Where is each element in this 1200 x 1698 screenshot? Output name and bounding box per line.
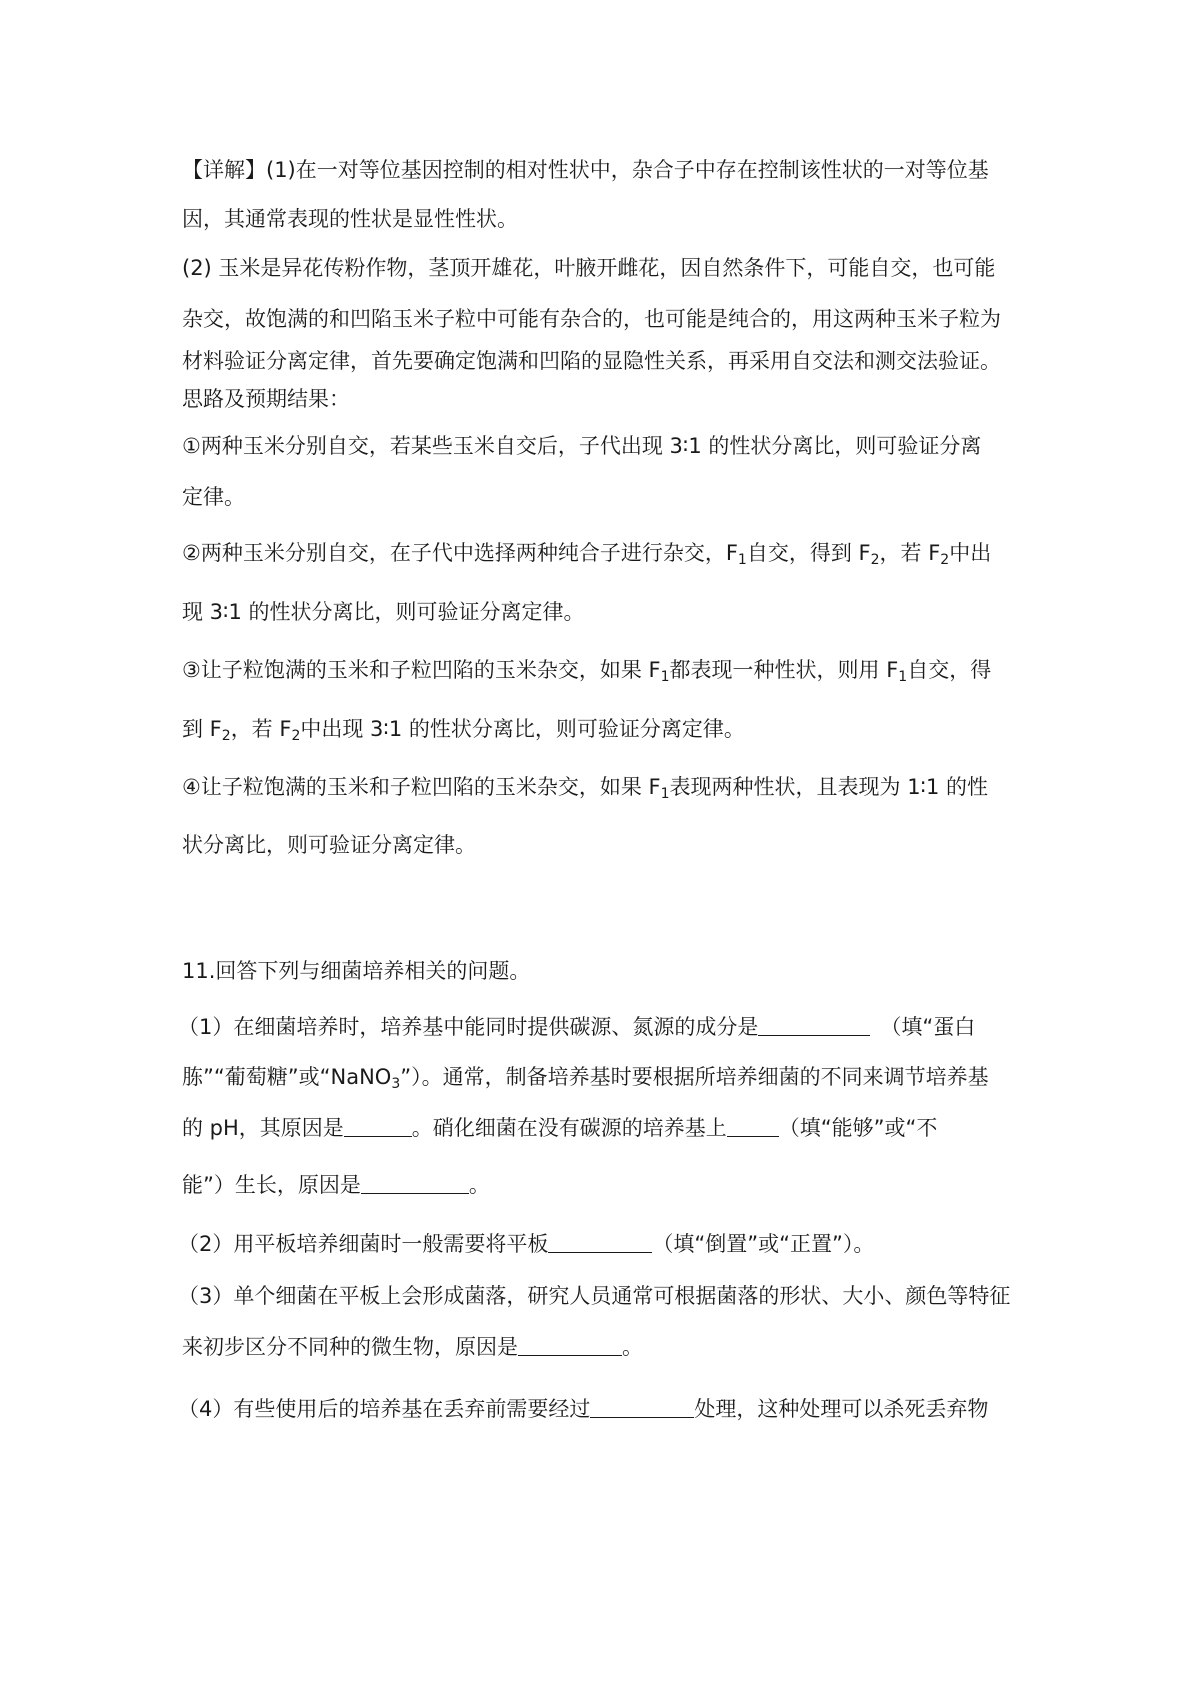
answer-blank-5[interactable]	[548, 1230, 652, 1253]
answer-blank-6[interactable]	[518, 1333, 622, 1356]
analysis-p2-line-2: 杂交，故饱满的和凹陷玉米子粒中可能有杂合的，也可能是纯合的，用这两种玉米子粒为	[182, 307, 1001, 331]
analysis-line-1: 【详解】(1)在一对等位基因控制的相对性状中，杂合子中存在控制该性状的一对等位基	[182, 158, 989, 182]
answer-blank-4[interactable]	[361, 1171, 469, 1194]
answer-blank-7[interactable]	[590, 1395, 694, 1418]
question-11-part-1-line-4: 能”）生长，原因是 。	[182, 1173, 490, 1197]
item-1-line-2: 定律。	[182, 485, 245, 509]
analysis-line-2: 因，其通常表现的性状是显性性状。	[182, 207, 518, 231]
question-11-part-1-line-3: 的 pH，其原因是 。硝化细菌在没有碳源的培养基上 （填“能够”或“不	[182, 1116, 938, 1140]
item-4-line-1: ④让子粒饱满的玉米和子粒凹陷的玉米杂交，如果 $F_1$表现两种性状，且表现为 1∶1 的性	[182, 775, 989, 802]
question-11-part-3-line-2: 来初步区分不同种的微生物，原因是 。	[182, 1335, 643, 1359]
analysis-p2-line-4: 思路及预期结果：	[182, 387, 350, 411]
item-3-line-2: 到 $F_2$，若 $F_2$中出现 3∶1 的性状分离比，则可验证分离定律。	[182, 717, 745, 744]
question-11-part-2: （2）用平板培养细菌时一般需要将平板 （填“倒置”或“正置”）。	[178, 1232, 875, 1256]
item-4-line-2: 状分离比，则可验证分离定律。	[182, 833, 476, 857]
answer-blank-2[interactable]	[344, 1114, 412, 1137]
item-2-line-2: 现 3∶1 的性状分离比，则可验证分离定律。	[182, 600, 585, 624]
question-11-part-1-line-1: （1）在细菌培养时，培养基中能同时提供碳源、氮源的成分是 （填“蛋白	[178, 1015, 976, 1039]
analysis-p2-line-1: (2) 玉米是异花传粉作物，茎顶开雄花，叶腋开雌花，因自然条件下，可能自交，也可能	[182, 256, 996, 280]
item-1-line-1: ①两种玉米分别自交，若某些玉米自交后，子代出现 3∶1 的性状分离比，则可验证分离	[182, 434, 982, 458]
analysis-p2-line-3: 材料验证分离定律，首先要确定饱满和凹陷的显隐性关系，再采用自交法和测交法验证。	[182, 349, 1001, 373]
answer-blank-1[interactable]	[758, 1013, 870, 1036]
question-11-part-1-line-2: 胨”“葡萄糖”或“NaNO$_3$”）。通常，制备培养基时要根据所培养细菌的不同来调节培养基	[182, 1065, 989, 1092]
answer-blank-3[interactable]	[727, 1114, 779, 1137]
question-11-part-4-line-1: （4）有些使用后的培养基在丢弃前需要经过 处理，这种处理可以杀死丢弃物	[178, 1397, 989, 1421]
item-2-line-1: ②两种玉米分别自交，在子代中选择两种纯合子进行杂交，$F_1$自交，得到 $F_2$，若 $F_2$中出	[182, 541, 992, 568]
item-3-line-1: ③让子粒饱满的玉米和子粒凹陷的玉米杂交，如果 $F_1$都表现一种性状，则用 $F_1$自交，得	[182, 658, 992, 685]
question-11-title: 11.回答下列与细菌培养相关的问题。	[182, 959, 531, 983]
question-11-part-3-line-1: （3）单个细菌在平板上会形成菌落，研究人员通常可根据菌落的形状、大小、颜色等特征	[178, 1284, 1011, 1308]
